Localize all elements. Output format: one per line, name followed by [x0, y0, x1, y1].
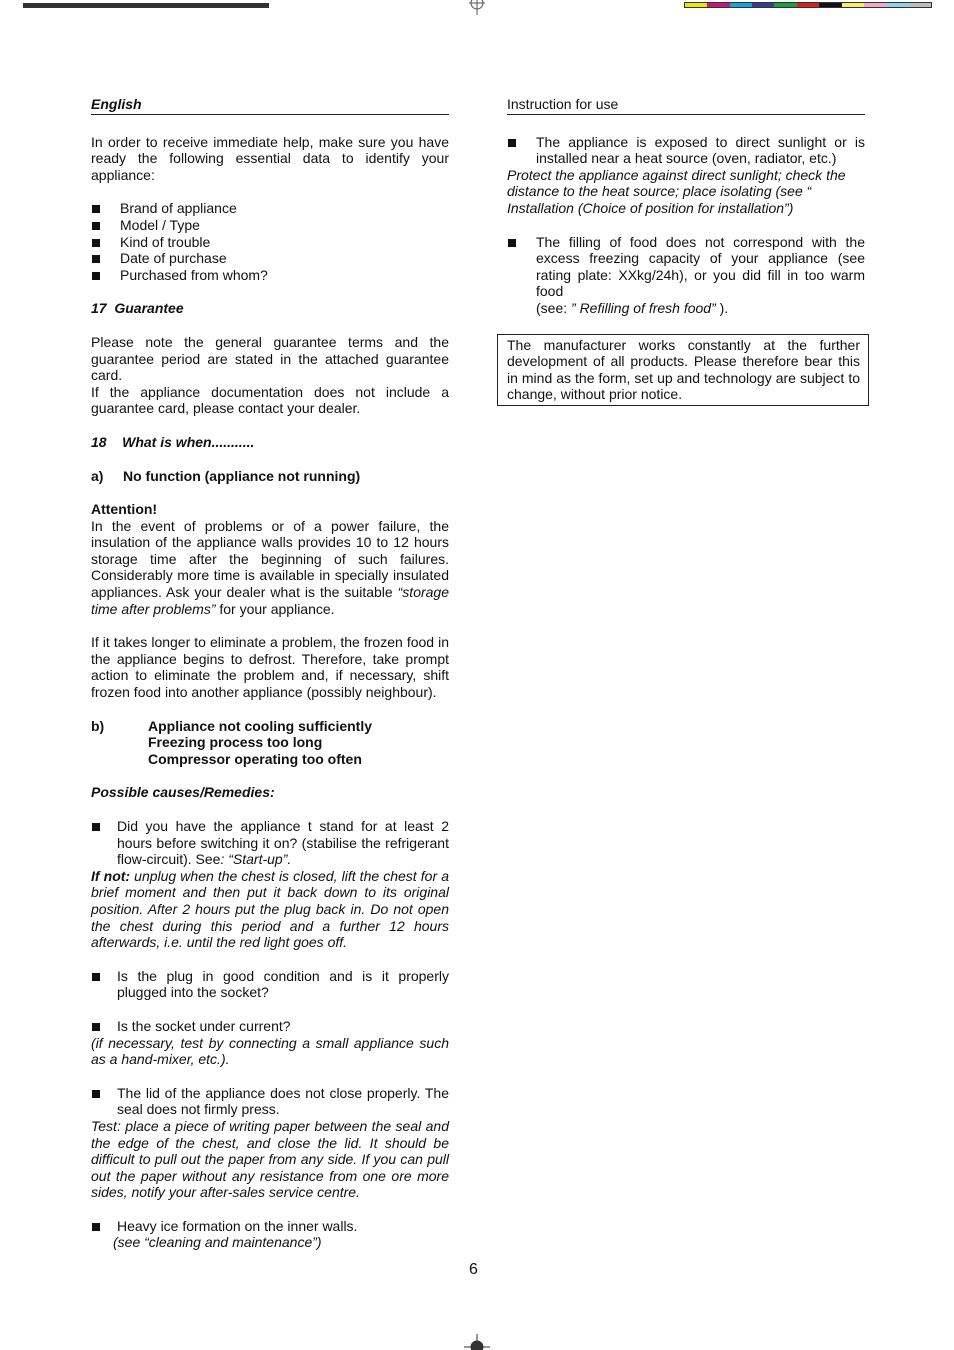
bullet-square-icon	[91, 267, 120, 284]
bullet-square-icon	[91, 1218, 117, 1235]
manufacturer-notice-box	[497, 334, 869, 406]
cause-item: Is the socket under current? (if necessary, test by connecting a small appliance such as a hand-mixer, etc.).	[91, 1017, 449, 1068]
attention-paragraph: In the event of problems or of a power failure, the insulation of the appliance walls provides 10 to 12 hours storage time after the beginning of such failures. Considerably more time is available in specially insulated appliances. Ask your dealer what is the suitable “storage time after problems” for your appliance.	[91, 517, 449, 617]
color-swatch	[864, 3, 886, 7]
language-header: English	[91, 96, 449, 115]
cause-item: Is the plug in good condition and is it properly plugged into the socket?	[91, 968, 449, 1001]
instruction-header: Instruction for use	[507, 96, 865, 115]
bullet-square-icon	[91, 1018, 117, 1035]
color-swatch	[707, 3, 729, 7]
list-item: Brand of appliance	[91, 200, 449, 217]
right-column	[507, 96, 865, 406]
bullet-square-icon	[91, 250, 120, 267]
section-b-heading: b) Appliance not cooling sufficiently Freezing process too long Compressor operating too often	[91, 717, 373, 767]
guarantee-paragraph-2: If the appliance documentation does not include a guarantee card, please contact your dealer.	[91, 383, 449, 417]
bullet-square-icon	[507, 234, 536, 300]
possible-causes-heading: Possible causes/Remedies:	[91, 784, 275, 801]
bullet-square-icon	[91, 968, 117, 1001]
color-swatch	[797, 3, 819, 7]
color-swatch	[730, 3, 752, 7]
bullet-square-icon	[91, 217, 120, 234]
left-column	[91, 96, 449, 1251]
list-item: Kind of trouble	[91, 234, 449, 251]
color-swatch	[842, 3, 864, 7]
color-swatch	[819, 3, 841, 7]
bullet-square-icon	[91, 818, 117, 868]
color-swatch	[774, 3, 796, 7]
what-is-when-heading: 18 What is when...........	[91, 433, 255, 450]
cause-item: The lid of the appliance does not close properly. The seal does not firmly press. Test: place a piece of writing paper between the seal and the edge of the chest, and close the lid. It should be difficult to pull out the paper from any side. If you can pull out the paper without any resistance from one ore more sides, notify your after-sales service centre.	[91, 1084, 449, 1201]
cause-item: The filling of food does not correspond with the excess freezing capacity of your appliance (see rating plate: XXkg/24h), or you did fill in too warm food (see: ” Refilling of fresh food” ).	[507, 234, 865, 317]
guarantee-paragraph-1: Please note the general guarantee terms and the guarantee period are stated in the attached guarantee card.	[91, 333, 449, 384]
essential-data-list	[91, 200, 449, 283]
manufacturer-notice: The manufacturer works constantly at the further development of all products. Please therefore bear this in mind as the form, set up and technology are subject to change, without prior notice.	[507, 336, 860, 403]
bullet-square-icon	[91, 1085, 117, 1118]
bullet-square-icon	[91, 200, 120, 217]
defrost-paragraph: If it takes longer to eliminate a problem, the frozen food in the appliance begins to defrost. Therefore, take prompt action to eliminate the problem and, if necessary, shift frozen food into another appliance (possibly neighbour).	[91, 634, 449, 701]
bullet-square-icon	[91, 234, 120, 251]
crosshair-bottom-icon	[464, 1334, 490, 1350]
list-item: Purchased from whom?	[91, 267, 449, 284]
cause-item: Heavy ice formation on the inner walls. (see “cleaning and maintenance”)	[91, 1218, 449, 1251]
list-item: Date of purchase	[91, 250, 449, 267]
intro-paragraph: In order to receive immediate help, make sure you have ready the following essential data to identify your appliance:	[91, 133, 449, 183]
guarantee-heading: 17 Guarantee	[91, 300, 184, 317]
attention-label: Attention!	[91, 501, 158, 518]
color-swatch	[886, 3, 908, 7]
color-calibration-bar	[684, 2, 932, 8]
list-item: Model / Type	[91, 217, 449, 234]
color-swatch	[752, 3, 774, 7]
cause-item: Did you have the appliance t stand for at least 2 hours before switching it on? (stabilise the refrigerant flow-circuit). See: “Start-up”. If not: unplug when the chest is closed, lift the chest for a brief moment and then put it back down to its original position. After 2 hours put the plug back in. Do not open the chest during this period and a further 12 hours afterwards, i.e. until the red light goes off.	[91, 818, 449, 951]
crosshair-top-icon	[466, 0, 488, 16]
bullet-square-icon	[507, 134, 536, 167]
color-swatch	[685, 3, 707, 7]
page-number: 6	[469, 1261, 478, 1278]
color-swatch	[909, 3, 931, 7]
section-a-heading: a) No function (appliance not running)	[91, 467, 361, 484]
cause-item: The appliance is exposed to direct sunlight or is installed near a heat source (oven, radiator, etc.) Protect the appliance against direct sunlight; check the distance to the heat source; place isolating (see “ Installation (Choice of position for installation”)	[507, 133, 865, 216]
top-left-registration-bar	[23, 3, 269, 8]
